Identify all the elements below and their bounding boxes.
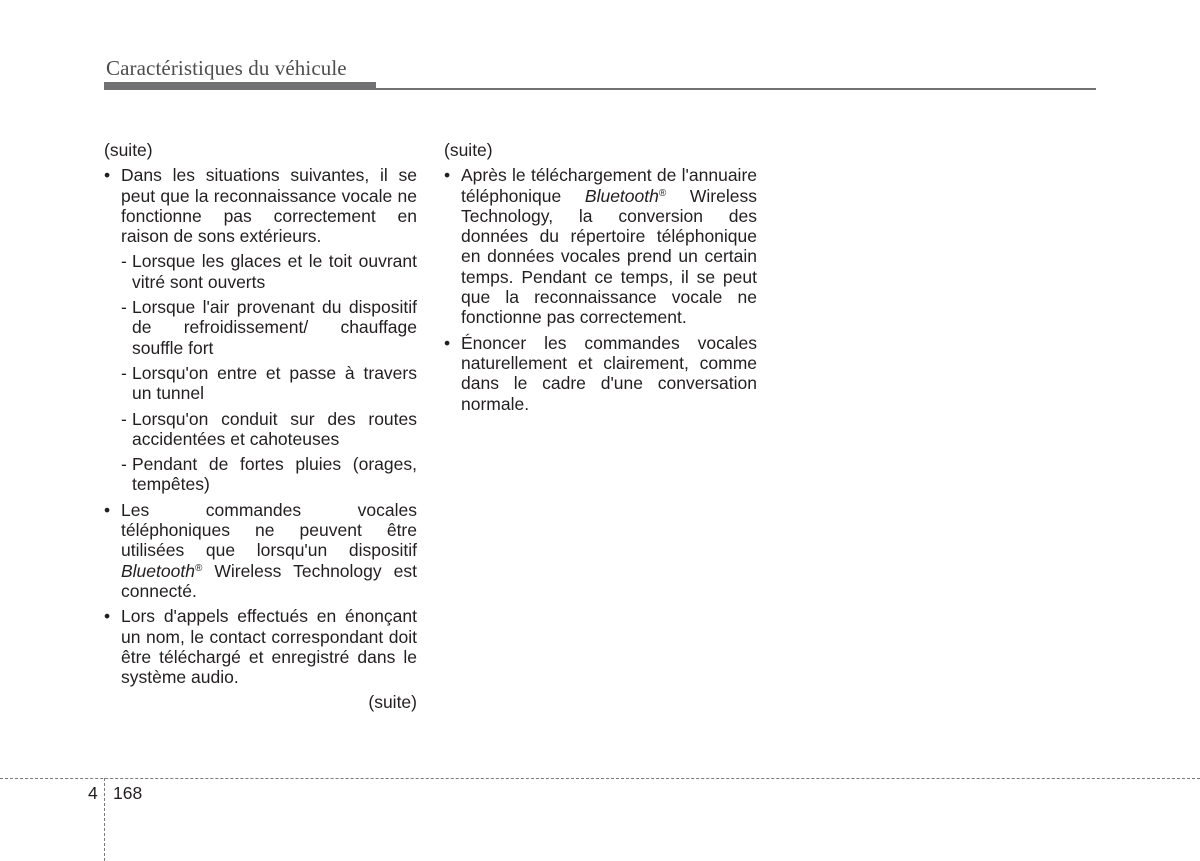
bluetooth-brand: Bluetooth [121, 560, 195, 581]
page-header-title: Caractéristiques du véhicule [106, 56, 347, 80]
sub-text: Lorsque les glaces et le toit ouvrant vitré sont ouverts [132, 251, 417, 292]
bullet-text: Dans les situations suivantes, il se peut que la reconnaissance vocale ne fonctionne pas correctement en raison de sons extérieurs. [121, 165, 417, 247]
sub-text: Lorsqu'on conduit sur des routes accidentées et cahoteuses [132, 408, 417, 449]
header-rule-thin [376, 88, 1096, 90]
chapter-number: 4 [88, 783, 98, 803]
sub-text: Lorsque l'air provenant du dispositif de refroidissement/ chauffage souffle fort [132, 297, 417, 358]
right-column [444, 140, 757, 419]
bullet-text: Wireless Technology, la conversion des données du répertoire téléphonique en données vocales prend un certain temps. Pendant ce temps, il se peut que la reconnaissance vocale ne fonctionne pas correctement. [461, 185, 757, 328]
dash-icon: - [121, 251, 127, 272]
continued-label-top: (suite) [104, 140, 153, 160]
registered-mark: ® [194, 562, 203, 574]
bullet-text: Les commandes vocales téléphoniques ne peuvent être utilisées que lorsqu'un dispositif [121, 499, 417, 561]
bullet-text: Énoncer les commandes vocales naturellement et clairement, comme dans le cadre d'une conversation normale. [461, 332, 757, 414]
sub-item [104, 297, 417, 358]
dash-icon: - [121, 362, 127, 383]
sub-item [104, 251, 417, 292]
page-number: 168 [113, 783, 143, 803]
bullet-icon: • [104, 499, 111, 520]
footer-vertical-dashed-rule [104, 778, 105, 861]
sub-text: Pendant de fortes pluies (orages, tempêtes) [132, 454, 417, 495]
footer-dashed-rule [0, 778, 1200, 779]
sub-item [104, 409, 417, 450]
bullet-icon: • [104, 165, 111, 186]
continued-label-top: (suite) [444, 140, 493, 160]
bullet-icon: • [444, 332, 451, 353]
bullet-text: Lors d'appels effectués en énonçant un nom, le contact correspondant doit être téléchargé et enregistré dans le système audio. [121, 606, 417, 688]
bullet-text: Après le téléchargement de l'annuaire téléphonique [461, 165, 757, 206]
bullet-item [444, 333, 757, 414]
dash-icon: - [121, 297, 127, 318]
bullet-icon: • [444, 165, 451, 186]
continued-label-bottom: (suite) [368, 692, 417, 713]
left-column [104, 140, 417, 718]
bluetooth-brand: Bluetooth [584, 185, 659, 206]
registered-mark: ® [658, 187, 667, 199]
header-rule-thick [104, 82, 376, 90]
dash-icon: - [121, 454, 127, 475]
sub-item [104, 363, 417, 404]
sub-item [104, 454, 417, 495]
bullet-text: Wireless Technology est connecté. [121, 560, 417, 601]
bullet-item [104, 606, 417, 687]
bullet-item [444, 165, 757, 327]
bullet-item [104, 500, 417, 601]
bullet-icon: • [104, 606, 111, 627]
sub-text: Lorsqu'on entre et passe à travers un tunnel [132, 362, 417, 404]
dash-icon: - [121, 408, 127, 429]
bullet-item [104, 165, 417, 246]
